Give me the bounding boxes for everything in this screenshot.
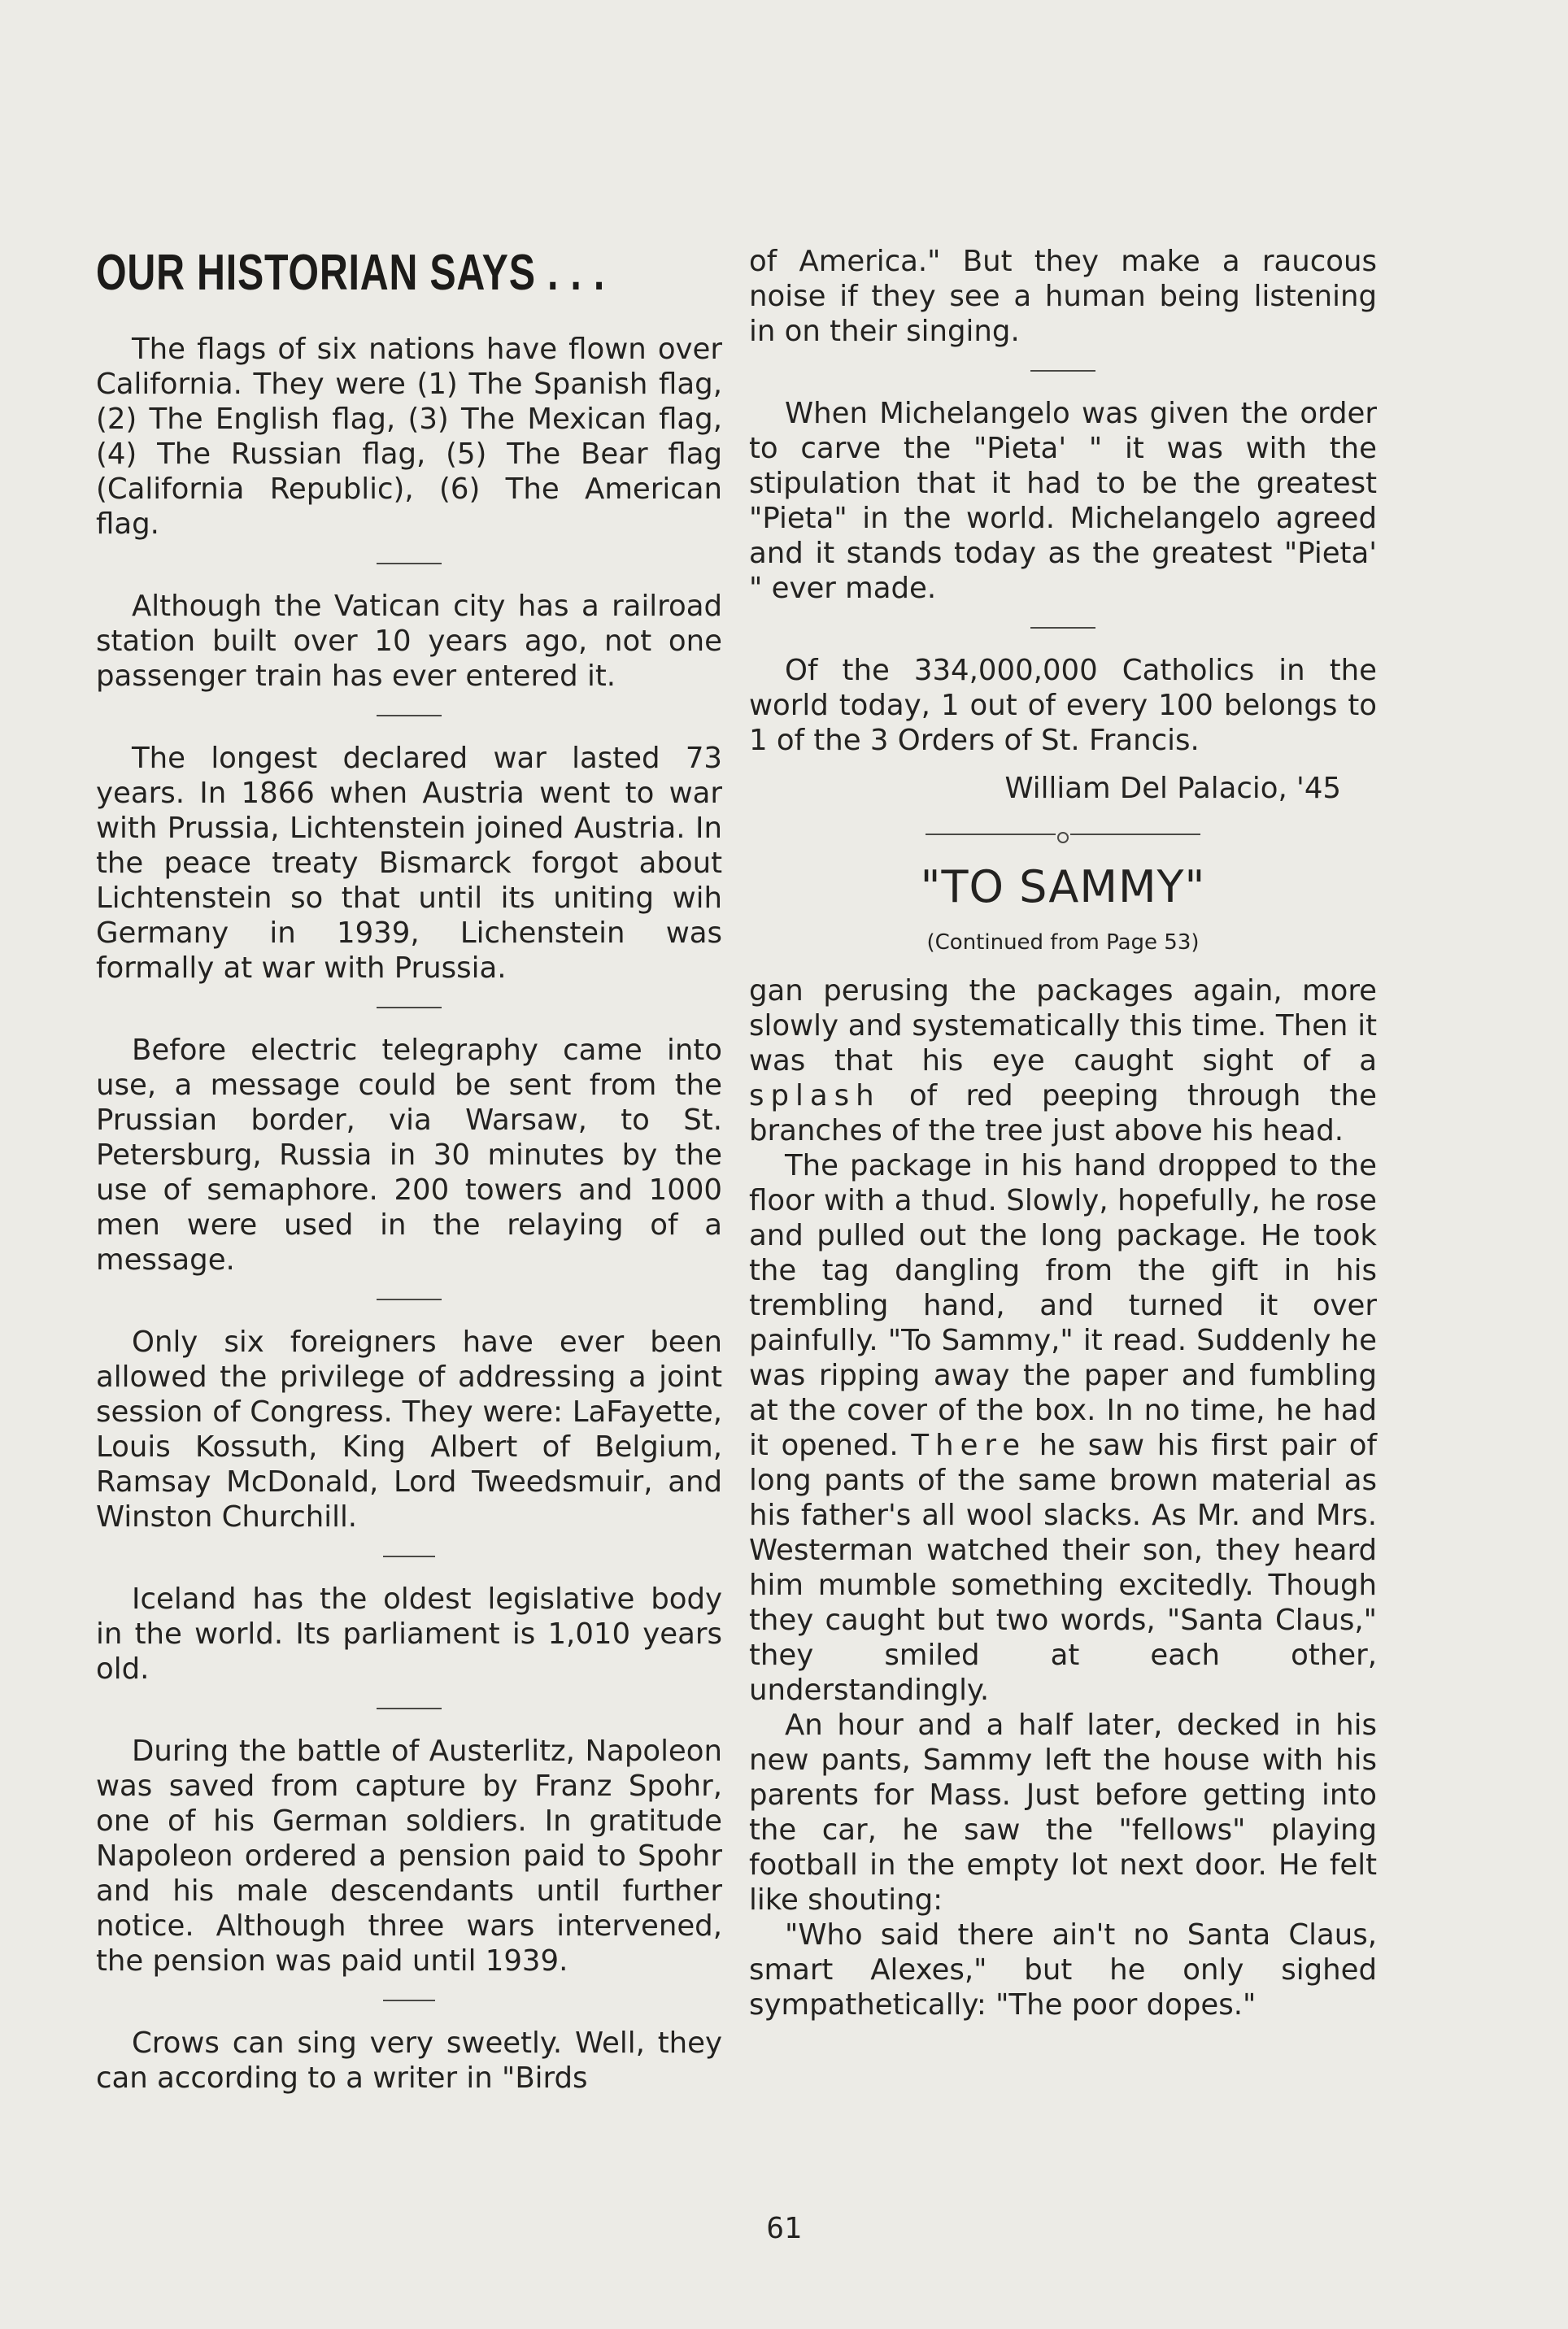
divider-line — [926, 834, 1056, 835]
story-paragraph — [749, 973, 1377, 1148]
fact-congress: Only six foreigners have ever been allowed the privilege of addressing a joint session of Congress. They were: LaFayette, Louis Kossuth, King Albert of Belgium, Ramsay McDonald, Lord Tweedsmuir, and Winston Churchill. — [96, 1326, 722, 1534]
separator-rule — [383, 2000, 435, 2001]
separator-rule — [377, 563, 442, 564]
fact-catholics: Of the 334,000,000 Catholics in the world today, 1 out of every 100 belongs to 1 of the 3 Orders of St. Francis. — [749, 654, 1377, 757]
story-text: The package in his hand dropped to the floor with a thud. Slowly, hopefully, he rose and pulled out the long package. He took the tag dangling from the gift in his trembling hand, and turned it over painfully. "To Sammy," it read. Suddenly he was ripping away the paper and fumbling at the cover of the box. In no time, he had it opened. — [749, 1149, 1377, 1462]
divider-line — [1070, 834, 1200, 835]
fact-austerlitz: During the battle of Austerlitz, Napoleon was saved from capture by Franz Spohr, one of his German soldiers. In gratitude Napoleon ordered a pension paid to Spohr and his male descendants until further notice. Although three wars intervened, the pension was paid until 1939. — [96, 1735, 722, 1978]
fact-crows-continued: of America." But they make a raucous noise if they see a human being listening in on their singing. — [749, 245, 1377, 348]
author-signature: William Del Palacio, '45 — [1004, 772, 1341, 805]
fact-longest-war: The longest declared war lasted 73 years. In 1866 when Austria went to war with Prussia, Lichtenstein joined Austria. In the peace treaty Bismarck forgot about Lichtenstein so that until its uniting wih Germany in 1939, Lichenstein was formally at war with Prussia. — [96, 742, 722, 985]
separator-rule — [1030, 370, 1095, 372]
page-number: 61 — [766, 2212, 802, 2245]
separator-rule — [383, 1556, 435, 1557]
story-text: of red peeping through the branches of the tree just above his head. — [749, 1079, 1377, 1147]
story-spaced-word: splash — [749, 1079, 881, 1112]
fact-vatican: Although the Vatican city has a railroad station built over 10 years ago, not one passenger train has ever entered it. — [96, 590, 722, 693]
fact-iceland: Iceland has the oldest legislative body in the world. Its parliament is 1,010 years old. — [96, 1582, 722, 1686]
left-column — [96, 244, 722, 2096]
fact-crows: Crows can sing very sweetly. Well, they can according to a writer in "Birds — [96, 2026, 722, 2095]
story-paragraph — [749, 1148, 1377, 1708]
story-paragraph: An hour and a half later, decked in his new pants, Sammy left the house with his parents for Mass. Just before getting into the car, he saw the "fellows" playing football in the empty lot next door. He felt like shouting: — [749, 1709, 1377, 1917]
separator-rule — [377, 1708, 442, 1709]
fact-michelangelo: When Michelangelo was given the order to carve the "Pieta' " it was with the stipulation that it had to be the greatest "Pieta" in the world. Michelangelo agreed and it stands today as the greatest "Pieta' " ever made. — [749, 397, 1377, 605]
separator-rule — [1030, 627, 1095, 629]
separator-rule — [377, 715, 442, 716]
divider-circle-icon — [1057, 832, 1069, 843]
story-paragraph: "Who said there ain't no Santa Claus, smart Alexes," but he only sighed sympathetically: "The poor dopes." — [749, 1918, 1377, 2022]
story-title: "TO SAMMY" — [920, 861, 1206, 912]
story-text: he saw his first pair of long pants of the same brown material as his father's all wool slacks. As Mr. and Mrs. Westerman watched their son, they heard him mumble something excitedly. Though they caught but two words, "Santa Claus," they smiled at each other, understandingly. — [749, 1429, 1377, 1707]
fact-telegraphy: Before electric telegraphy came into use, a message could be sent from the Prussian border, via Warsaw, to St. Petersburg, Russia in 30 minutes by the use of semaphore. 200 towers and 1000 men were used in the relaying of a message. — [96, 1034, 722, 1277]
page-title: OUR HISTORIAN SAYS . . . — [96, 245, 606, 301]
continued-note: (Continued from Page 53) — [926, 930, 1200, 955]
story-spaced-word: There — [911, 1429, 1027, 1462]
fact-flags: The flags of six nations have flown over California. They were (1) The Spanish flag, (2) The English flag, (3) The Mexican flag, (4) The Russian flag, (5) The Bear flag (California Republic), (6) The American flag. — [96, 333, 722, 541]
ornament-divider — [749, 829, 1377, 840]
separator-rule — [377, 1007, 442, 1008]
story-text: gan perusing the packages again, more slowly and systematically this time. Then it was that his eye caught sight of a — [749, 974, 1377, 1077]
separator-rule — [377, 1299, 442, 1300]
right-column — [749, 244, 1377, 2022]
